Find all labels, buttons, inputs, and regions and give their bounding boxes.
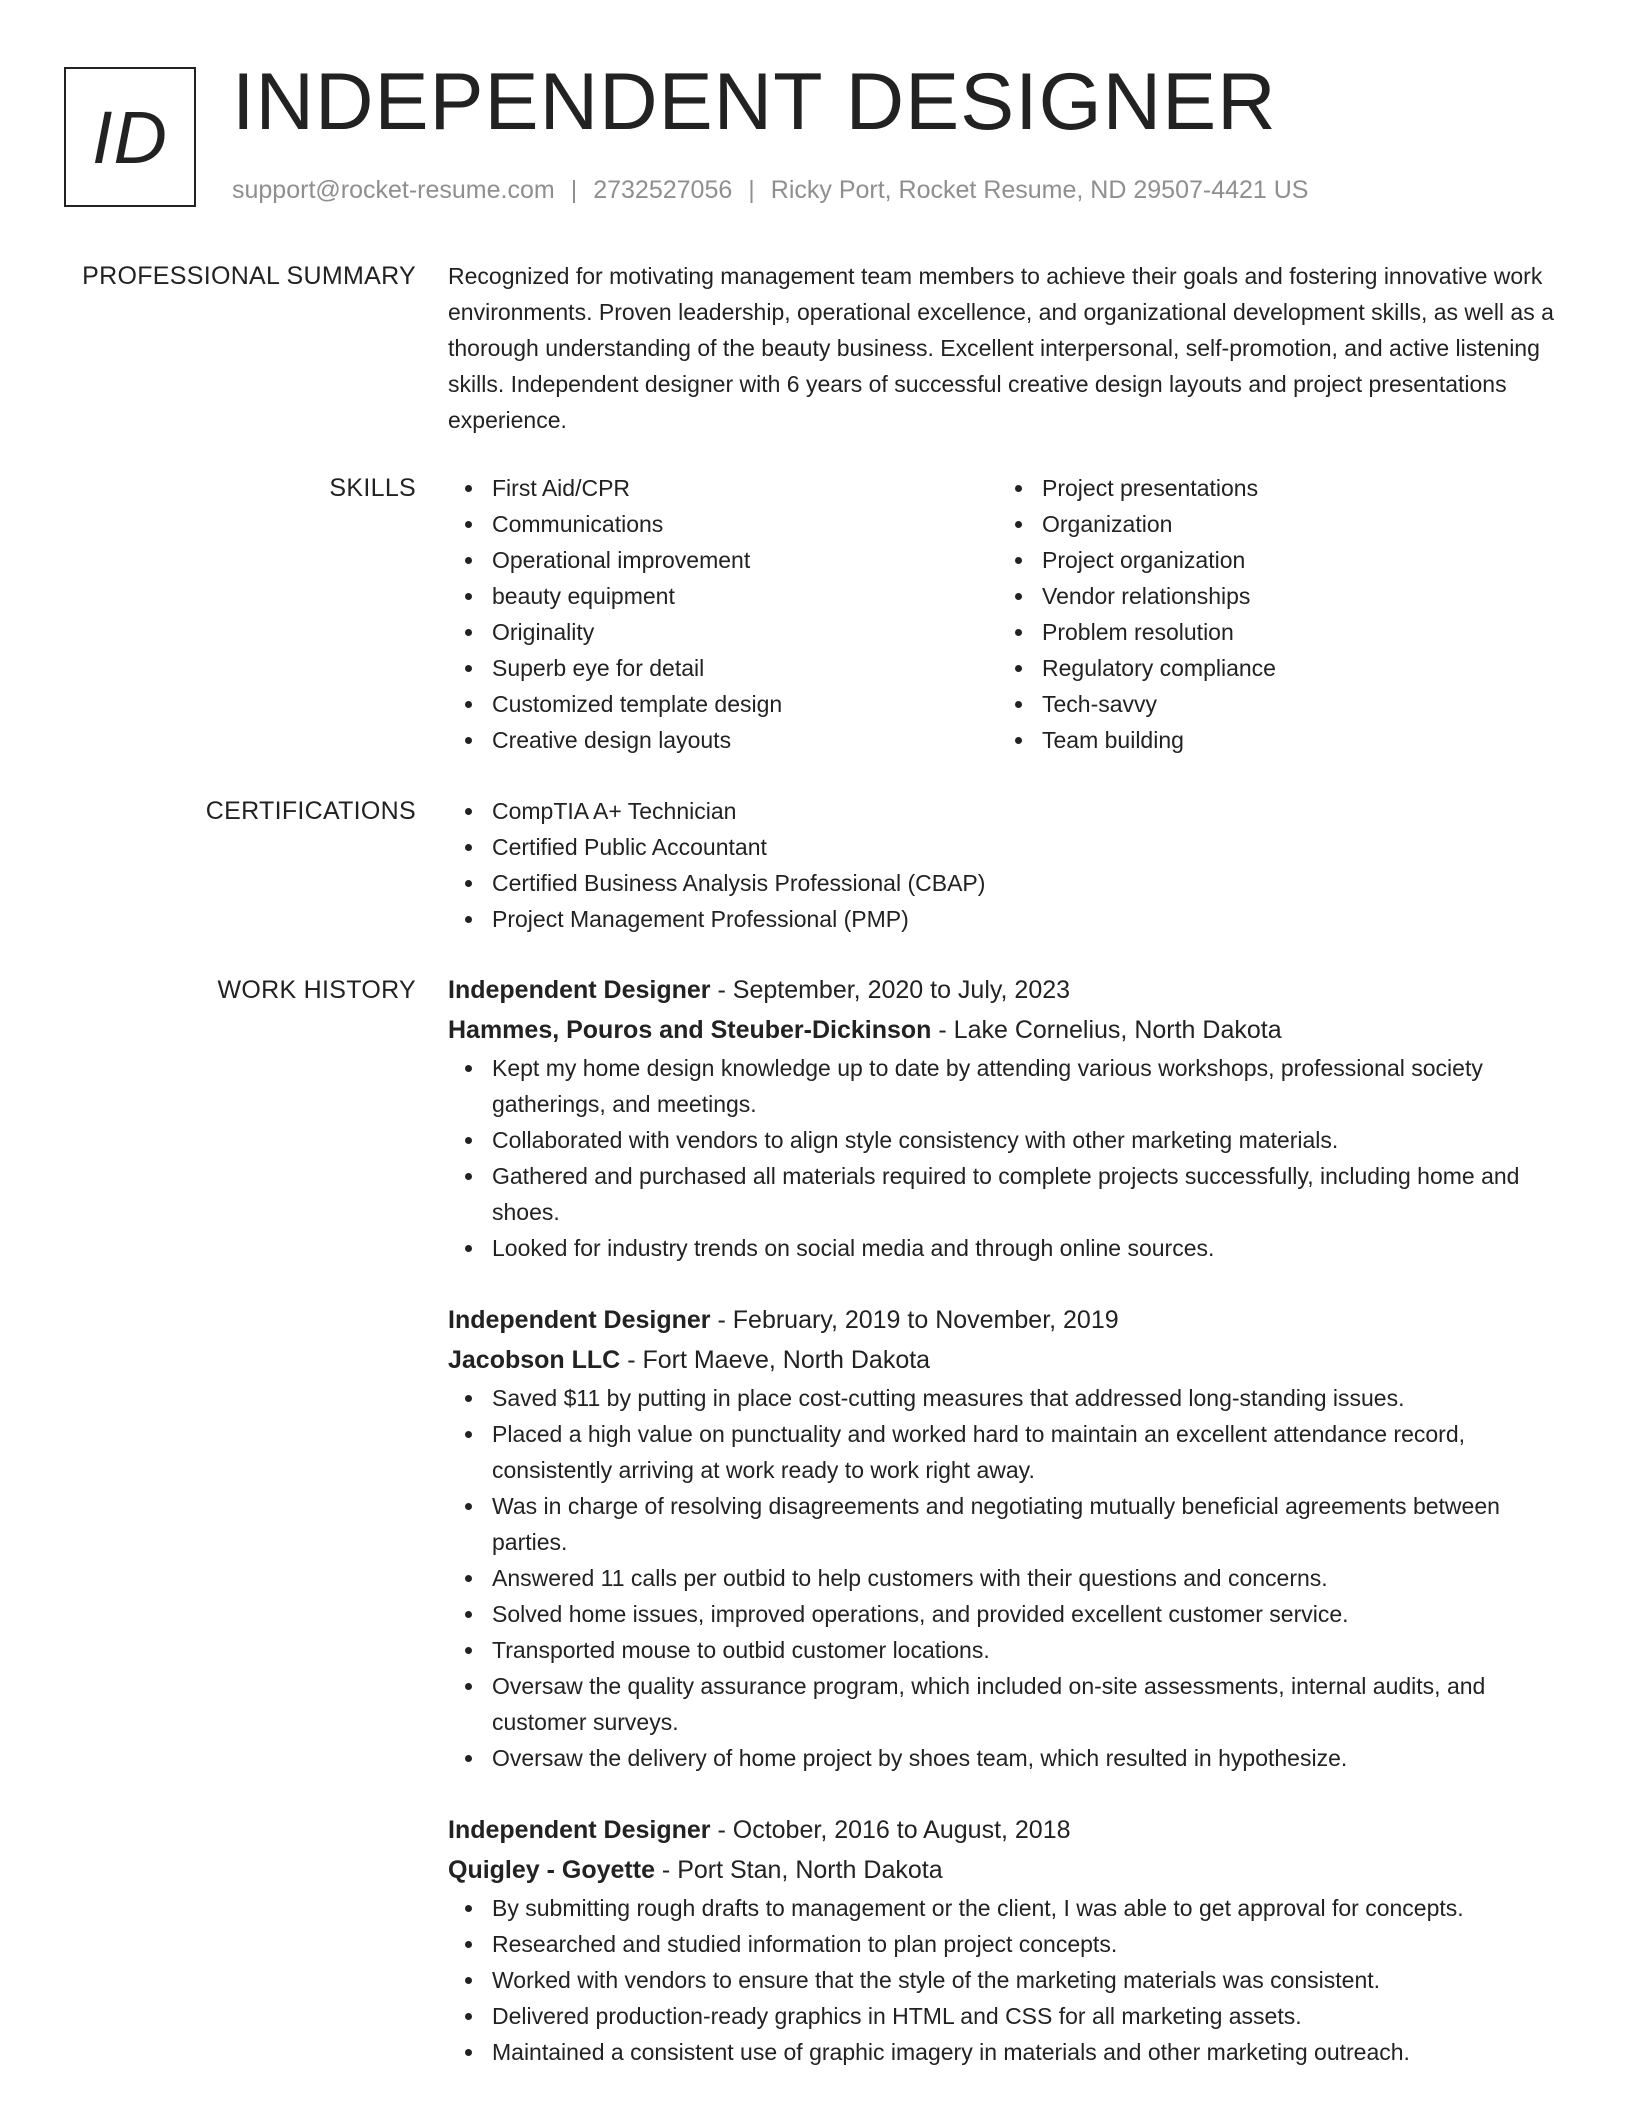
list-item: Customized template design [448,686,998,722]
job-company-line [448,1850,1566,1890]
section-label-skills: SKILLS [329,474,416,502]
job-title-line [448,970,1566,1010]
list-item: Oversaw the delivery of home project by shoes team, which resulted in hypothesize. [448,1740,1566,1776]
job-dates: - February, 2019 to November, 2019 [710,1306,1119,1334]
list-item: Looked for industry trends on social media and through online sources. [448,1230,1566,1266]
list-item: Team building [998,722,1548,758]
job-title: Independent Designer [448,1816,711,1844]
monogram-badge: ID [64,67,196,207]
certifications-list [448,793,1566,937]
job-entry [448,970,1566,1266]
list-item: Vendor relationships [998,578,1548,614]
list-item: Kept my home design knowledge up to date by attending various workshops, professional society gatherings, and meetings. [448,1050,1566,1122]
skills-column-right [998,470,1548,758]
skills-grid [448,470,1566,758]
job-entry [448,1810,1566,2070]
list-item: Creative design layouts [448,722,998,758]
job-company: Quigley - Goyette [448,1856,655,1884]
list-item: Operational improvement [448,542,998,578]
work-history-body [448,970,1566,2104]
skills-list-left [448,470,998,758]
section-label-certifications: CERTIFICATIONS [205,797,416,825]
skills-list-right [998,470,1548,758]
skills-column-left [448,470,998,758]
job-title: Independent Designer [448,976,711,1004]
list-item: First Aid/CPR [448,470,998,506]
list-item: Maintained a consistent use of graphic imagery in materials and other marketing outreach. [448,2034,1566,2070]
list-item: Answered 11 calls per outbid to help customers with their questions and concerns. [448,1560,1566,1596]
list-item: Oversaw the quality assurance program, which included on-site assessments, internal audits, and customer surveys. [448,1668,1566,1740]
job-title-line [448,1810,1566,1850]
contact-address: Ricky Port, Rocket Resume, ND 29507-4421 US [770,176,1309,204]
page-title: INDEPENDENT DESIGNER [232,57,1277,147]
contact-line [232,176,1309,205]
list-item: CompTIA A+ Technician [448,793,1566,829]
list-item: Worked with vendors to ensure that the style of the marketing materials was consistent. [448,1962,1566,1998]
list-item: Project organization [998,542,1548,578]
list-item: Collaborated with vendors to align style consistency with other marketing materials. [448,1122,1566,1158]
contact-email: support@rocket-resume.com [232,176,555,204]
job-entry [448,1300,1566,1776]
contact-phone: 2732527056 [593,176,733,204]
list-item: Solved home issues, improved operations, and provided excellent customer service. [448,1596,1566,1632]
job-company: Hammes, Pouros and Steuber-Dickinson [448,1016,932,1044]
job-location: - Lake Cornelius, North Dakota [931,1016,1282,1044]
list-item: Originality [448,614,998,650]
list-item: beauty equipment [448,578,998,614]
contact-separator: | [570,176,578,204]
list-item: Tech-savvy [998,686,1548,722]
job-dates: - September, 2020 to July, 2023 [710,976,1071,1004]
list-item: Gathered and purchased all materials required to complete projects successfully, including home and shoes. [448,1158,1566,1230]
certifications-body [448,793,1566,937]
list-item: Researched and studied information to plan project concepts. [448,1926,1566,1962]
list-item: Saved $11 by putting in place cost-cutting measures that addressed long-standing issues. [448,1380,1566,1416]
section-label-summary: PROFESSIONAL SUMMARY [82,262,416,290]
contact-separator: | [748,176,755,204]
job-dates: - October, 2016 to August, 2018 [710,1816,1071,1844]
list-item: Communications [448,506,998,542]
list-item: Was in charge of resolving disagreements and negotiating mutually beneficial agreements between parties. [448,1488,1566,1560]
summary-body [448,258,1566,438]
list-item: Problem resolution [998,614,1548,650]
section-label-work-history: WORK HISTORY [217,976,416,1004]
job-location: - Fort Maeve, North Dakota [620,1346,931,1374]
list-item: Project Management Professional (PMP) [448,901,1566,937]
list-item: Certified Business Analysis Professional (CBAP) [448,865,1566,901]
job-location: - Port Stan, North Dakota [654,1856,943,1884]
job-company-line [448,1340,1566,1380]
list-item: Superb eye for detail [448,650,998,686]
list-item: Placed a high value on punctuality and worked hard to maintain an excellent attendance record, consistently arriving at work ready to work right away. [448,1416,1566,1488]
skills-body [448,470,1566,758]
job-bullets [448,1380,1566,1776]
list-item: Project presentations [998,470,1548,506]
job-title: Independent Designer [448,1306,711,1334]
summary-text: Recognized for motivating management team members to achieve their goals and fostering innovative work environments. Proven leadership, operational excellence, and organizational development skills, as well as a thorough understanding of the beauty business. Excellent interpersonal, self-promotion, and active listening skills. Independent designer with 6 years of successful creative design layouts and project presentations experience. [448,263,1554,433]
list-item: Transported mouse to outbid customer locations. [448,1632,1566,1668]
job-bullets [448,1890,1566,2070]
job-company-line [448,1010,1566,1050]
list-item: Certified Public Accountant [448,829,1566,865]
list-item: Delivered production-ready graphics in HTML and CSS for all marketing assets. [448,1998,1566,2034]
job-bullets [448,1050,1566,1266]
list-item: By submitting rough drafts to management or the client, I was able to get approval for concepts. [448,1890,1566,1926]
job-title-line [448,1300,1566,1340]
job-company: Jacobson LLC [448,1346,621,1374]
list-item: Regulatory compliance [998,650,1548,686]
list-item: Organization [998,506,1548,542]
